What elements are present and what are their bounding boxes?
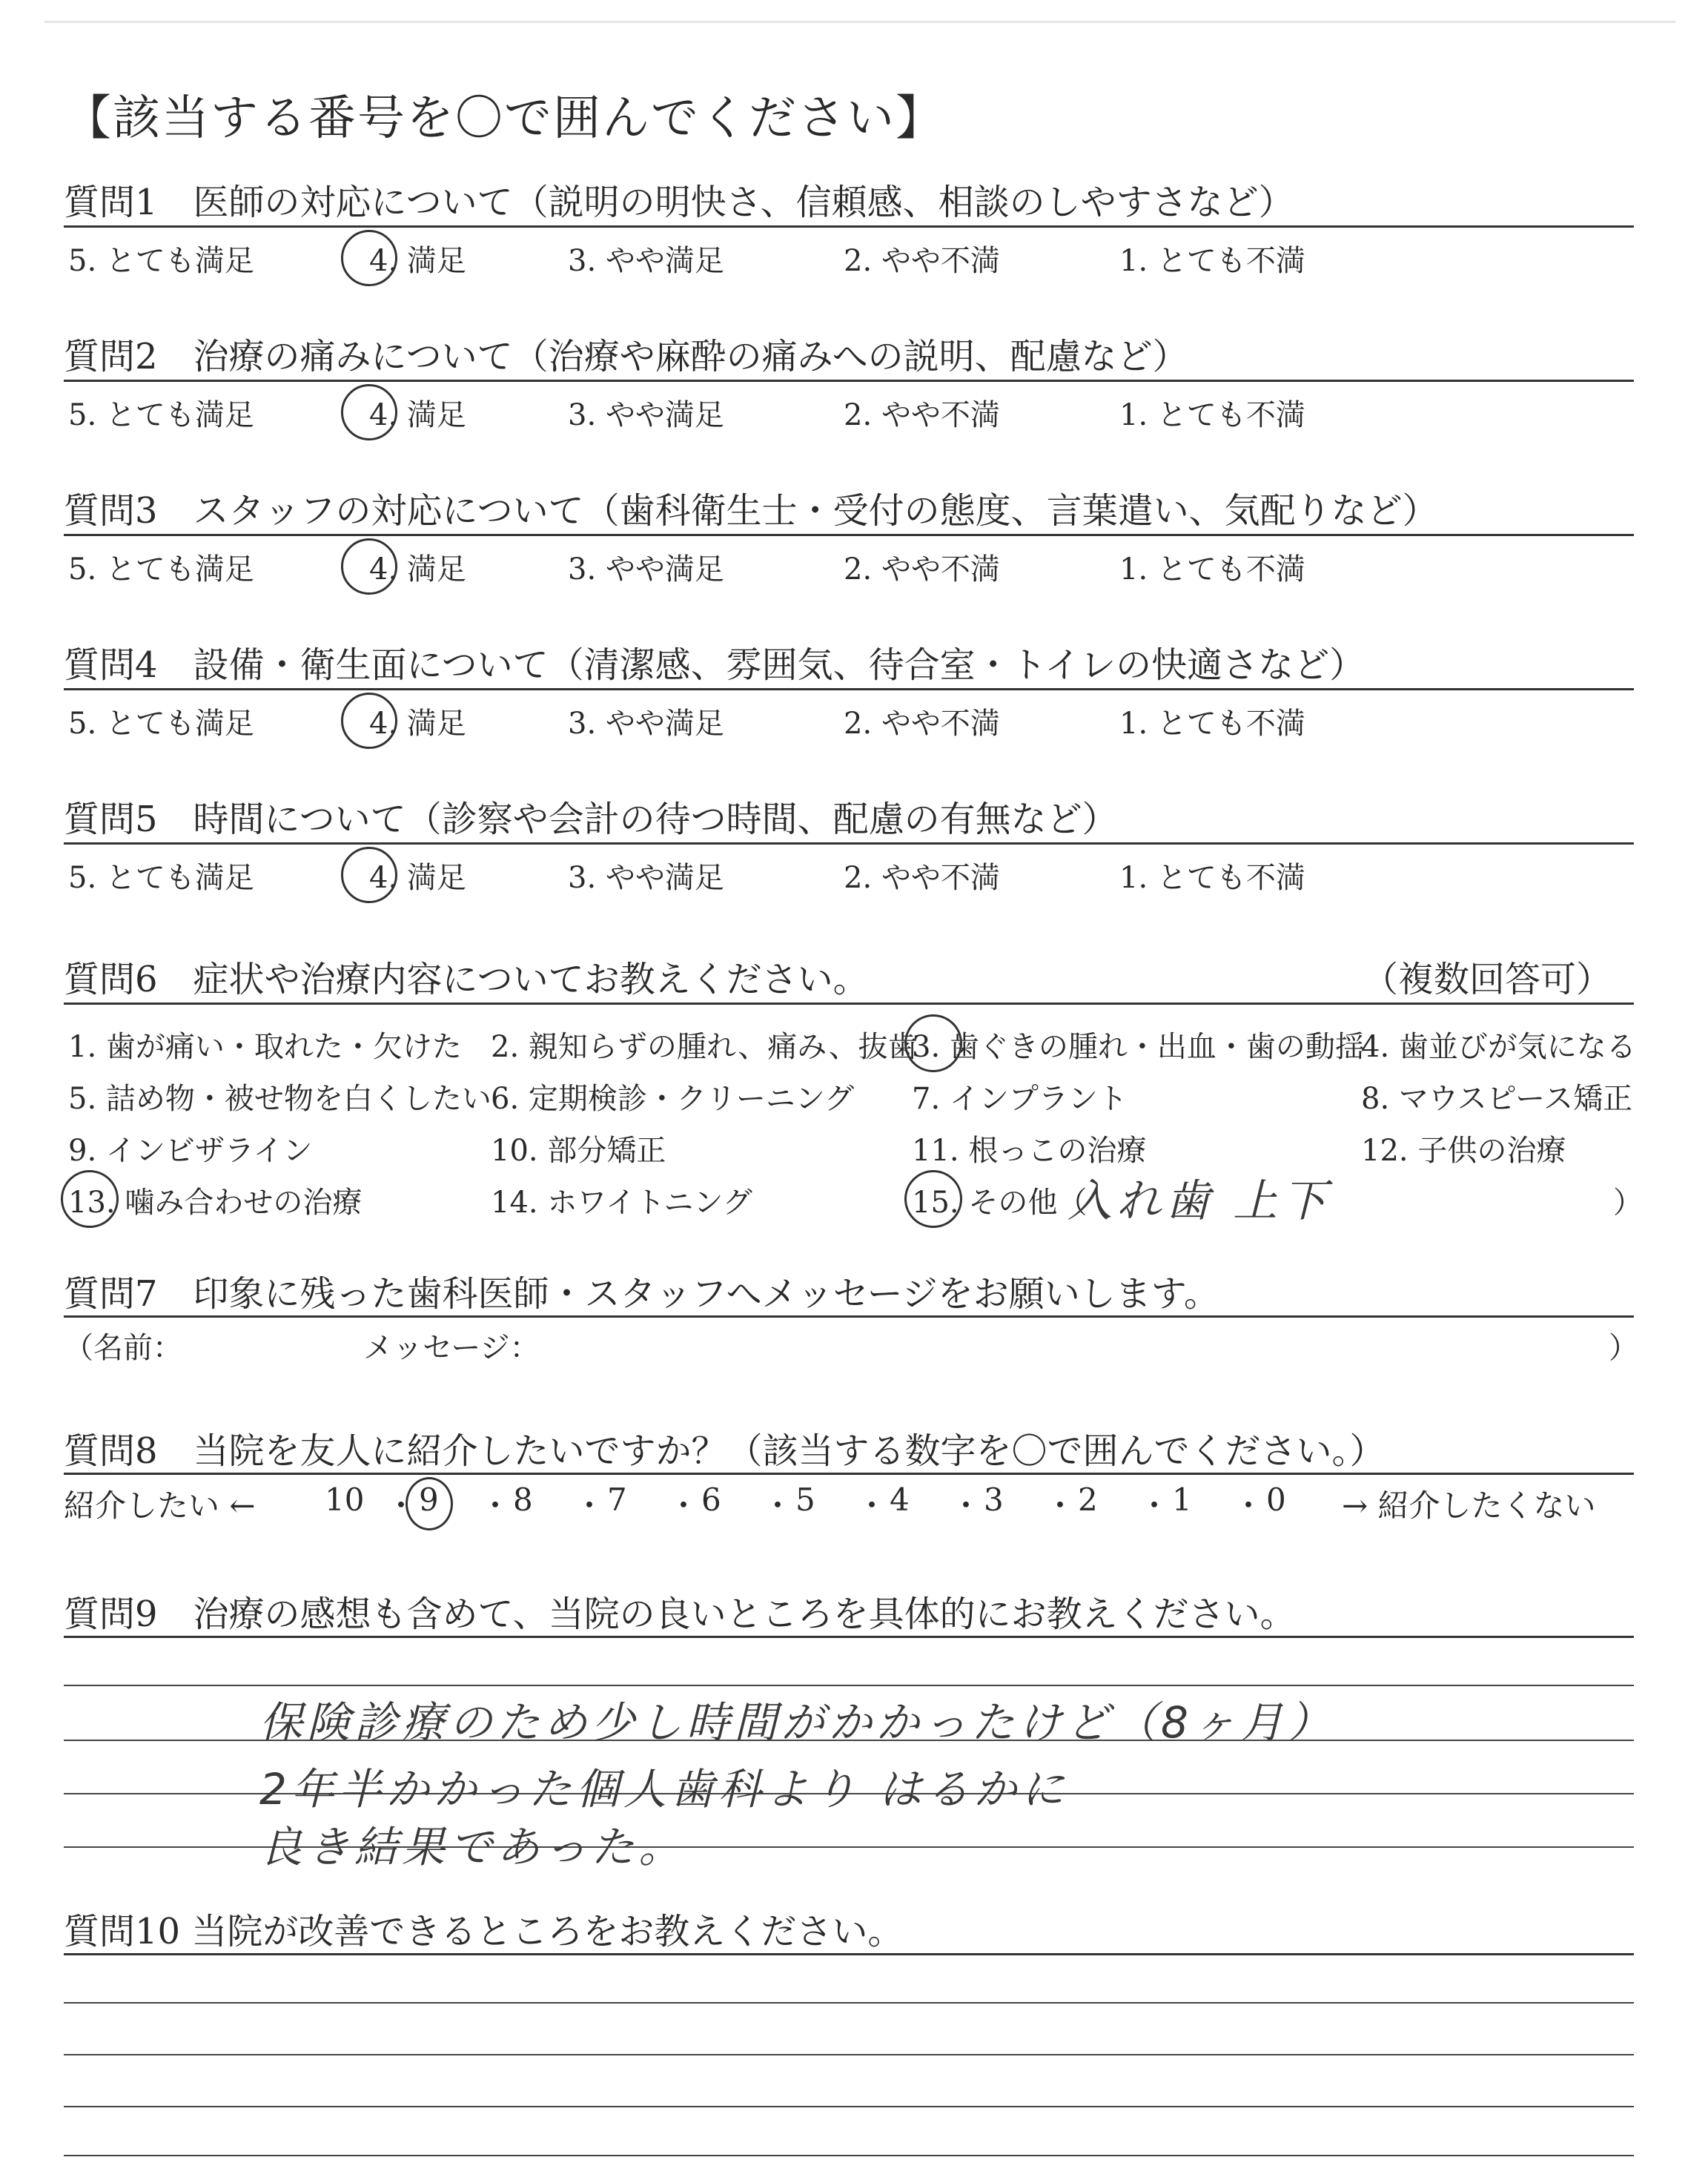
q4-option: 2. やや不満 <box>844 707 1000 741</box>
q4-option: 3. やや満足 <box>568 707 724 741</box>
q6-option: 9. インビザライン <box>68 1134 313 1168</box>
q6-title: 質問6 症状や治療内容についてお教えください。 <box>64 959 869 1000</box>
q10-line <box>64 2155 1634 2156</box>
q2-option: 4. 満足 <box>369 398 466 432</box>
q8-scale-number: 10 <box>325 1482 365 1518</box>
q2-option: 5. とても満足 <box>68 398 254 432</box>
q4-option: 1. とても不満 <box>1119 707 1305 741</box>
q5-option: 5. とても満足 <box>68 861 254 895</box>
q4-rule <box>64 688 1634 690</box>
q3-option: 4. 満足 <box>369 552 466 587</box>
top-edge-line <box>44 21 1675 23</box>
q3-option: 5. とても満足 <box>68 552 254 587</box>
q10-line <box>64 2106 1634 2107</box>
q8-scale-number: 7 <box>607 1482 627 1518</box>
q8-scale-separator: ・ <box>762 1487 794 1524</box>
q8-scale-separator: ・ <box>1045 1487 1076 1524</box>
q6-option: 8. マウスピース矯正 <box>1361 1082 1633 1116</box>
q3-rule <box>64 534 1634 536</box>
q1-option: 3. やや満足 <box>568 244 724 278</box>
q10-rule <box>64 1953 1634 1955</box>
q6-option: 3. 歯ぐきの腫れ・出血・歯の動揺 <box>912 1030 1365 1064</box>
q8-scale-number: 8 <box>513 1482 533 1518</box>
page-heading: 【該当する番号を〇で囲んでください】 <box>64 91 944 146</box>
q6-other-handwritten: 入れ歯 上下 <box>1068 1175 1331 1227</box>
q2-option: 1. とても不満 <box>1119 398 1305 432</box>
q5-option: 4. 満足 <box>369 861 466 895</box>
q6-option: 1. 歯が痛い・取れた・欠けた <box>68 1030 462 1064</box>
q10-title: 質問10 当院が改善できるところをお教えください。 <box>64 1911 904 1952</box>
q6-option: 14. ホワイトニング <box>491 1186 752 1220</box>
q1-option: 2. やや不満 <box>844 244 1000 278</box>
selected-answer-circle <box>904 1014 962 1072</box>
q8-scale-separator: ・ <box>480 1487 512 1524</box>
q6-option: 2. 親知らずの腫れ、痛み、抜歯 <box>491 1030 918 1064</box>
q4-option: 4. 満足 <box>369 707 466 741</box>
q8-scale-number: 3 <box>984 1482 1004 1518</box>
selected-answer-circle <box>341 538 397 595</box>
q7-rule <box>64 1315 1634 1318</box>
q8-scale-number: 4 <box>890 1482 910 1518</box>
q8-scale-separator: ・ <box>1233 1487 1265 1524</box>
q6-rule <box>64 1003 1634 1005</box>
q8-title: 質問8 当院を友人に紹介したいですか？（該当する数字を〇で囲んでください。） <box>64 1430 1386 1472</box>
q6-option: 10. 部分矯正 <box>491 1134 666 1168</box>
q7-close: ） <box>1609 1331 1638 1365</box>
q10-line <box>64 2054 1634 2055</box>
q8-scale-number: 6 <box>701 1482 721 1518</box>
q5-option: 2. やや不満 <box>844 861 1000 895</box>
q8-scale-separator: ・ <box>574 1487 606 1524</box>
q5-title: 質問5 時間について（診察や会計の待つ時間、配慮の有無など） <box>64 799 1118 840</box>
q2-title: 質問2 治療の痛みについて（治療や麻酔の痛みへの説明、配慮など） <box>64 336 1188 377</box>
q4-option: 5. とても満足 <box>68 707 254 741</box>
q7-title: 質問7 印象に残った歯科医師・スタッフへメッセージをお願いします。 <box>64 1273 1219 1315</box>
q1-rule <box>64 225 1634 228</box>
q10-line <box>64 2002 1634 2004</box>
q8-scale-number: 1 <box>1172 1482 1192 1518</box>
q9-answer-line-1: 保険診療のため少し時間がかかったけど（8ヶ月） <box>259 1697 1335 1748</box>
q2-option: 3. やや満足 <box>568 398 724 432</box>
selected-answer-circle <box>341 384 397 440</box>
q3-option: 2. やや不満 <box>844 552 1000 587</box>
q6-note: （複数回答可） <box>1363 959 1612 1000</box>
q5-option: 3. やや満足 <box>568 861 724 895</box>
q6-option: 5. 詰め物・被せ物を白くしたい <box>68 1082 491 1116</box>
selected-answer-circle <box>341 847 397 903</box>
q9-rule <box>64 1636 1634 1638</box>
q1-option: 4. 満足 <box>369 244 466 278</box>
q1-title: 質問1 医師の対応について（説明の明快さ、信頼感、相談のしやすさなど） <box>64 182 1294 223</box>
q6-option: 12. 子供の治療 <box>1361 1134 1566 1168</box>
q9-line <box>64 1685 1634 1686</box>
selected-answer-circle <box>904 1170 962 1228</box>
q2-option: 2. やや不満 <box>844 398 1000 432</box>
q9-answer-line-2: 2年半かかった個人歯科より はるかに <box>259 1764 1069 1814</box>
q1-option: 5. とても満足 <box>68 244 254 278</box>
q8-scale-number: 2 <box>1078 1482 1098 1518</box>
q6-option: 4. 歯並びが気になる <box>1361 1030 1636 1064</box>
q8-scale-separator: ・ <box>668 1487 700 1524</box>
q8-scale-separator: ・ <box>1139 1487 1171 1524</box>
q8-scale-number: 0 <box>1266 1482 1286 1518</box>
q9-title: 質問9 治療の感想も含めて、当院の良いところを具体的にお教えください。 <box>64 1593 1296 1635</box>
q3-option: 3. やや満足 <box>568 552 724 587</box>
selected-answer-circle <box>406 1477 453 1530</box>
q6-option: 15. その他（ <box>912 1186 1088 1220</box>
q8-scale-number: 5 <box>795 1482 815 1518</box>
q3-title: 質問3 スタッフの対応について（歯科衛生士・受付の態度、言葉遣い、気配りなど） <box>64 490 1438 532</box>
q8-right-label: → 紹介したくない <box>1342 1487 1596 1524</box>
q7-name-label: （名前： <box>64 1331 182 1365</box>
q8-scale-number: 9 <box>419 1482 439 1518</box>
q5-option: 1. とても不満 <box>1119 861 1305 895</box>
q8-scale-separator: ・ <box>856 1487 888 1524</box>
q1-option: 1. とても不満 <box>1119 244 1305 278</box>
q8-rule <box>64 1473 1634 1475</box>
q8-scale-separator: ・ <box>950 1487 982 1524</box>
selected-answer-circle <box>341 230 397 286</box>
q5-rule <box>64 842 1634 845</box>
selected-answer-circle <box>61 1170 119 1228</box>
q4-title: 質問4 設備・衛生面について（清潔感、雰囲気、待合室・トイレの快適さなど） <box>64 644 1366 686</box>
q8-left-label: 紹介したい ← <box>64 1487 256 1524</box>
q6-option: 7. インプラント <box>912 1082 1128 1116</box>
q7-message-label: メッセージ： <box>363 1331 540 1365</box>
q8-scale-separator: ・ <box>385 1487 417 1524</box>
q6-option: 13. 噛み合わせの治療 <box>68 1186 363 1220</box>
q2-rule <box>64 380 1634 382</box>
q9-answer-line-3: 良き結果であった。 <box>259 1822 686 1872</box>
q6-option: ） <box>1613 1186 1643 1220</box>
selected-answer-circle <box>341 693 397 749</box>
q3-option: 1. とても不満 <box>1119 552 1305 587</box>
q6-option: 11. 根っこの治療 <box>912 1134 1147 1168</box>
q6-option: 6. 定期検診・クリーニング <box>491 1082 855 1116</box>
